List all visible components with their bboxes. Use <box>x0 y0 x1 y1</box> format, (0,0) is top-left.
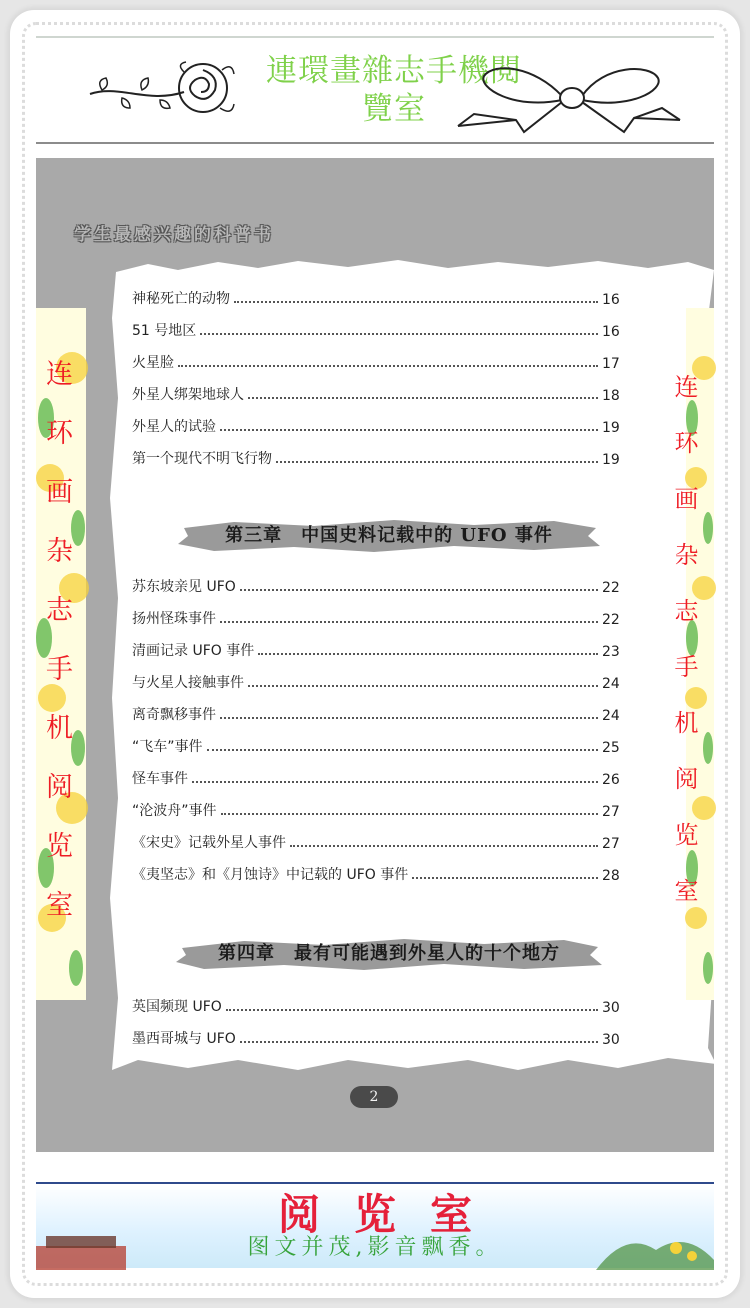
toc-entry[interactable] <box>132 382 618 404</box>
toc-entry-page: 24 <box>602 708 620 724</box>
toc-entry-title: “飞车”事件 <box>132 739 203 755</box>
toc-entry-page: 22 <box>602 580 620 596</box>
toc-entry-title: 外星人绑架地球人 <box>132 387 244 403</box>
toc-leader <box>220 717 598 719</box>
chapter-title: 第三章 中国史料记载中的 UFO 事件 <box>225 525 553 546</box>
toc-entry-title: 扬州怪珠事件 <box>132 611 216 627</box>
toc-entry-page: 26 <box>602 772 620 788</box>
toc-entry-title: 神秘死亡的动物 <box>132 291 230 307</box>
toc-entry-page: 16 <box>602 292 620 308</box>
toc-entry[interactable] <box>132 862 618 884</box>
header-title-line1: 連環畫雜志手機閱 <box>266 53 522 89</box>
banner-subtitle: 图文并茂,影音飘香。 <box>247 1235 503 1260</box>
toc-leader <box>207 749 598 751</box>
toc-entry[interactable] <box>132 994 618 1016</box>
toc-leader <box>221 813 598 815</box>
toc-entry[interactable] <box>132 734 618 756</box>
toc-leader <box>258 653 598 655</box>
toc-entry-title: 第一个现代不明飞行物 <box>132 451 272 467</box>
toc-entry-title: 外星人的试验 <box>132 419 216 435</box>
toc-leader <box>220 429 598 431</box>
toc-entry-page: 25 <box>602 740 620 756</box>
chapter-heading <box>174 934 604 974</box>
toc-entry-title: 离奇飘移事件 <box>132 707 216 723</box>
toc-entry-page: 18 <box>602 388 620 404</box>
toc-entry[interactable] <box>132 670 618 692</box>
toc-leader <box>226 1009 598 1011</box>
chapter-title: 第四章 最有可能遇到外星人的十个地方 <box>218 943 560 964</box>
toc-entry[interactable] <box>132 702 618 724</box>
header-title-line2: 覽室 <box>362 91 426 127</box>
toc-entry[interactable] <box>132 318 618 340</box>
toc-leader <box>276 461 598 463</box>
toc-entry[interactable] <box>132 638 618 660</box>
toc-entry-page: 30 <box>602 1000 620 1016</box>
book-page <box>36 158 714 1152</box>
toc-leader <box>220 621 598 623</box>
toc-entry-title: 墨西哥城与 UFO <box>132 1031 236 1047</box>
toc-entry-title: 《宋史》记载外星人事件 <box>132 835 286 851</box>
toc-entry-page: 24 <box>602 676 620 692</box>
toc-entry[interactable] <box>132 1026 618 1048</box>
toc-leader <box>200 333 598 335</box>
toc-entry-page: 17 <box>602 356 620 372</box>
toc-leader <box>240 1041 598 1043</box>
toc-entry-title: 怪车事件 <box>132 771 188 787</box>
toc-leader <box>290 845 598 847</box>
side-banner-right-text <box>686 318 714 990</box>
toc-leader <box>192 781 598 783</box>
side-banner-left <box>36 308 86 1000</box>
toc-entry[interactable] <box>132 350 618 372</box>
toc-entry-title: 清画记录 UFO 事件 <box>132 643 255 659</box>
side-banner-left-text: 连环画杂志手机阅览室 <box>41 359 72 949</box>
toc-leader <box>234 301 598 303</box>
toc-entry-title: 51 号地区 <box>132 323 197 339</box>
toc-entry-page: 22 <box>602 612 620 628</box>
toc-entry[interactable] <box>132 574 618 596</box>
toc-entry-title: 火星脸 <box>132 355 174 371</box>
toc-entry-title: 与火星人接触事件 <box>132 675 244 691</box>
toc-entry[interactable] <box>132 606 618 628</box>
toc-entry[interactable] <box>132 766 618 788</box>
toc-entry-page: 23 <box>602 644 620 660</box>
toc-entry-title: 苏东坡亲见 UFO <box>132 579 236 595</box>
toc-entry-page: 30 <box>602 1032 620 1048</box>
toc-entry-page: 28 <box>602 868 620 884</box>
chapter-heading <box>174 516 604 556</box>
toc-entry[interactable] <box>132 286 618 308</box>
toc-entry[interactable] <box>132 446 618 468</box>
toc-leader <box>412 877 598 879</box>
footer-banner[interactable] <box>36 1182 714 1268</box>
toc-leader <box>240 589 598 591</box>
toc-entry[interactable] <box>132 830 618 852</box>
series-title: 学生最感兴趣的科普书 <box>74 225 274 245</box>
banner-title: 阅览室 <box>277 1190 506 1239</box>
ribbon-bow-icon <box>454 56 684 136</box>
header <box>36 36 714 144</box>
toc-entry[interactable] <box>132 414 618 436</box>
toc-entry-page: 19 <box>602 452 620 468</box>
toc-leader <box>178 365 598 367</box>
toc-entry-page: 16 <box>602 324 620 340</box>
toc-leader <box>248 397 598 399</box>
toc-entry-title: 英国频现 UFO <box>132 999 222 1015</box>
side-banner-right <box>686 308 714 1000</box>
toc-entry-page: 27 <box>602 804 620 820</box>
toc-entry-page: 27 <box>602 836 620 852</box>
toc-leader <box>248 685 598 687</box>
toc-entry-title: “沦波舟”事件 <box>132 803 217 819</box>
toc-entry[interactable] <box>132 798 618 820</box>
toc-entry-title: 《夷坚志》和《月蚀诗》中记载的 UFO 事件 <box>132 867 409 883</box>
page-number-badge: 2 <box>350 1086 398 1108</box>
toc-entry-page: 19 <box>602 420 620 436</box>
